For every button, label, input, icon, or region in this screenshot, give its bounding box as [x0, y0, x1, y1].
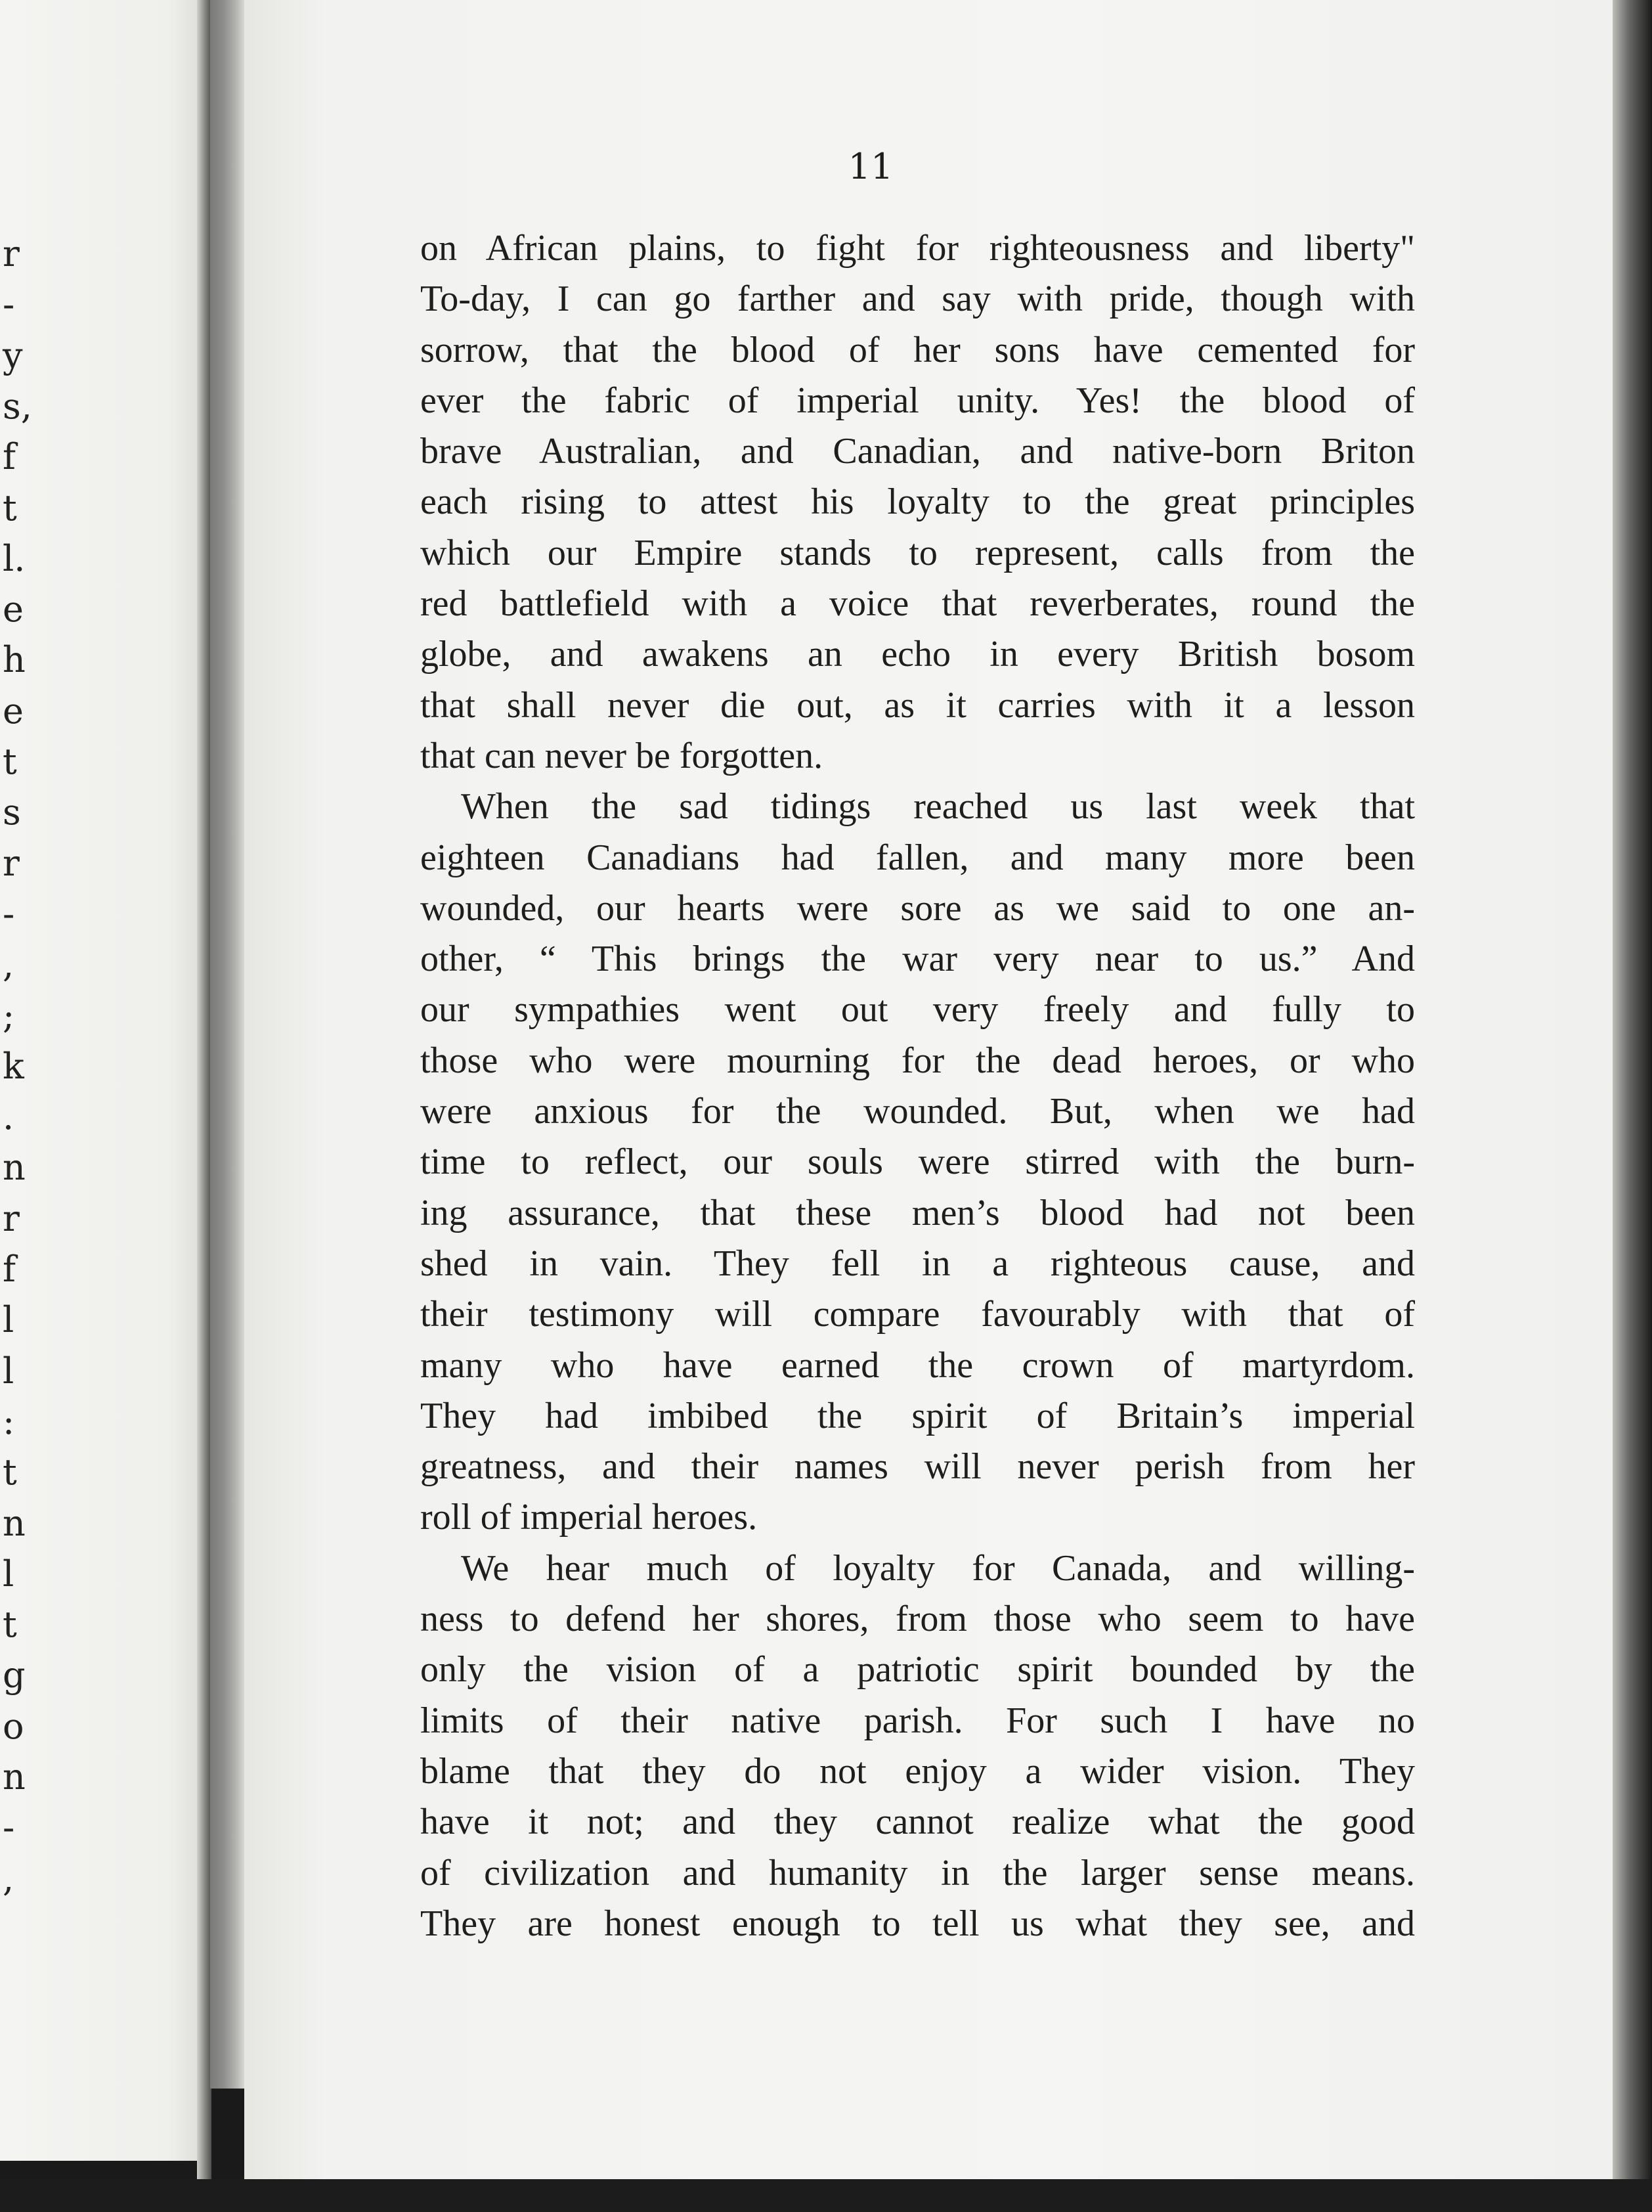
- left-fragment: ;: [3, 994, 15, 1036]
- left-fragment: t: [3, 1451, 17, 1493]
- text-line: red battlefield with a voice that reverberates, round the: [420, 583, 1415, 625]
- gutter-shadow: [197, 0, 211, 2212]
- left-fragment: f: [3, 1249, 16, 1290]
- text-line: brave Australian, and Canadian, and native-born Briton: [420, 431, 1415, 472]
- text-line: those who were mourning for the dead heroes, or who: [420, 1040, 1415, 1081]
- left-fragment: g: [3, 1654, 26, 1696]
- left-fragment: t: [3, 1604, 17, 1646]
- text-line: When the sad tidings reached us last week that: [461, 786, 1415, 828]
- text-line: limits of their native parish. For such I have no: [420, 1700, 1415, 1741]
- left-fragment: r: [3, 233, 20, 275]
- left-fragment: n: [3, 1502, 26, 1544]
- left-fragment: ,: [3, 1857, 14, 1899]
- text-line: shed in vain. They fell in a righteous cause, and: [420, 1243, 1415, 1284]
- bottom-edge-shadow: [0, 2179, 1652, 2212]
- left-fragment: :: [3, 1400, 15, 1442]
- left-fragment: .: [3, 1096, 14, 1138]
- book-gutter: [210, 0, 244, 2089]
- text-line: blame that they do not enjoy a wider vision. They: [420, 1750, 1415, 1792]
- left-fragment: t: [3, 741, 17, 782]
- text-line: of civilization and humanity in the larger sense means.: [420, 1852, 1415, 1893]
- left-fragment: l: [3, 1553, 14, 1595]
- text-line: on African plains, to fight for righteousness and liberty": [420, 228, 1415, 269]
- left-fragment: r: [3, 842, 20, 884]
- text-line: We hear much of loyalty for Canada, and willing-: [461, 1547, 1415, 1589]
- text-line: which our Empire stands to represent, calls from the: [420, 532, 1415, 573]
- left-fragment: l: [3, 1350, 14, 1392]
- text-line: their testimony will compare favourably with that of: [420, 1294, 1415, 1335]
- left-fragment: s,: [3, 385, 32, 427]
- text-line: many who have earned the crown of martyrdom.: [420, 1344, 1415, 1386]
- left-fragment: ,: [3, 944, 14, 986]
- text-line: ness to defend her shores, from those who seem to have: [420, 1599, 1415, 1640]
- left-page-text-fragments: [0, 0, 39, 2212]
- text-line: that can never be forgotten.: [420, 735, 823, 776]
- left-fragment: l.: [3, 537, 26, 579]
- text-line: each rising to attest his loyalty to the great principles: [420, 481, 1415, 523]
- left-fragment: e: [3, 588, 24, 630]
- page-number: 11: [848, 146, 894, 187]
- text-line: wounded, our hearts were sore as we said to one an-: [420, 887, 1415, 929]
- left-fragment: -: [3, 1807, 15, 1849]
- text-line: ing assurance, that these men’s blood had not been: [420, 1192, 1415, 1233]
- text-line: eighteen Canadians had fallen, and many more been: [420, 837, 1415, 878]
- text-line: time to reflect, our souls were stirred with the burn-: [420, 1141, 1415, 1183]
- left-fragment: h: [3, 639, 26, 681]
- left-fragment: e: [3, 690, 24, 732]
- text-line: our sympathies went out very freely and fully to: [420, 989, 1415, 1030]
- left-fragment: -: [3, 284, 15, 326]
- left-fragment: t: [3, 487, 17, 529]
- text-line: other, “ This brings the war very near to us.” And: [420, 939, 1415, 980]
- left-fragment: n: [3, 1147, 26, 1189]
- text-line: have it not; and they cannot realize what the good: [420, 1802, 1415, 1843]
- left-fragment: -: [3, 893, 15, 935]
- text-line: They had imbibed the spirit of Britain’s imperial: [420, 1395, 1415, 1436]
- left-fragment: o: [3, 1705, 24, 1747]
- text-line: only the vision of a patriotic spirit bounded by the: [420, 1649, 1415, 1691]
- text-line: They are honest enough to tell us what they see, and: [420, 1903, 1415, 1944]
- left-fragment: y: [3, 334, 23, 376]
- text-line: sorrow, that the blood of her sons have cemented for: [420, 329, 1415, 370]
- page-edge-shadow: [1613, 0, 1652, 2212]
- text-line: roll of imperial heroes.: [420, 1497, 758, 1538]
- text-line: To-day, I can go farther and say with pride, though with: [420, 278, 1415, 320]
- left-fragment: r: [3, 1197, 20, 1239]
- text-line: greatness, and their names will never perish from her: [420, 1446, 1415, 1488]
- left-fragment: f: [3, 436, 16, 478]
- body-text: [420, 223, 1415, 1949]
- left-fragment: k: [3, 1045, 24, 1087]
- text-line: globe, and awakens an echo in every British bosom: [420, 634, 1415, 675]
- left-fragment: s: [3, 791, 21, 833]
- left-fragment: n: [3, 1756, 26, 1798]
- text-line: ever the fabric of imperial unity. Yes! the blood of: [420, 380, 1415, 421]
- left-fragment: l: [3, 1299, 14, 1341]
- text-line: that shall never die out, as it carries with it a lesson: [420, 684, 1415, 726]
- text-line: were anxious for the wounded. But, when we had: [420, 1091, 1415, 1132]
